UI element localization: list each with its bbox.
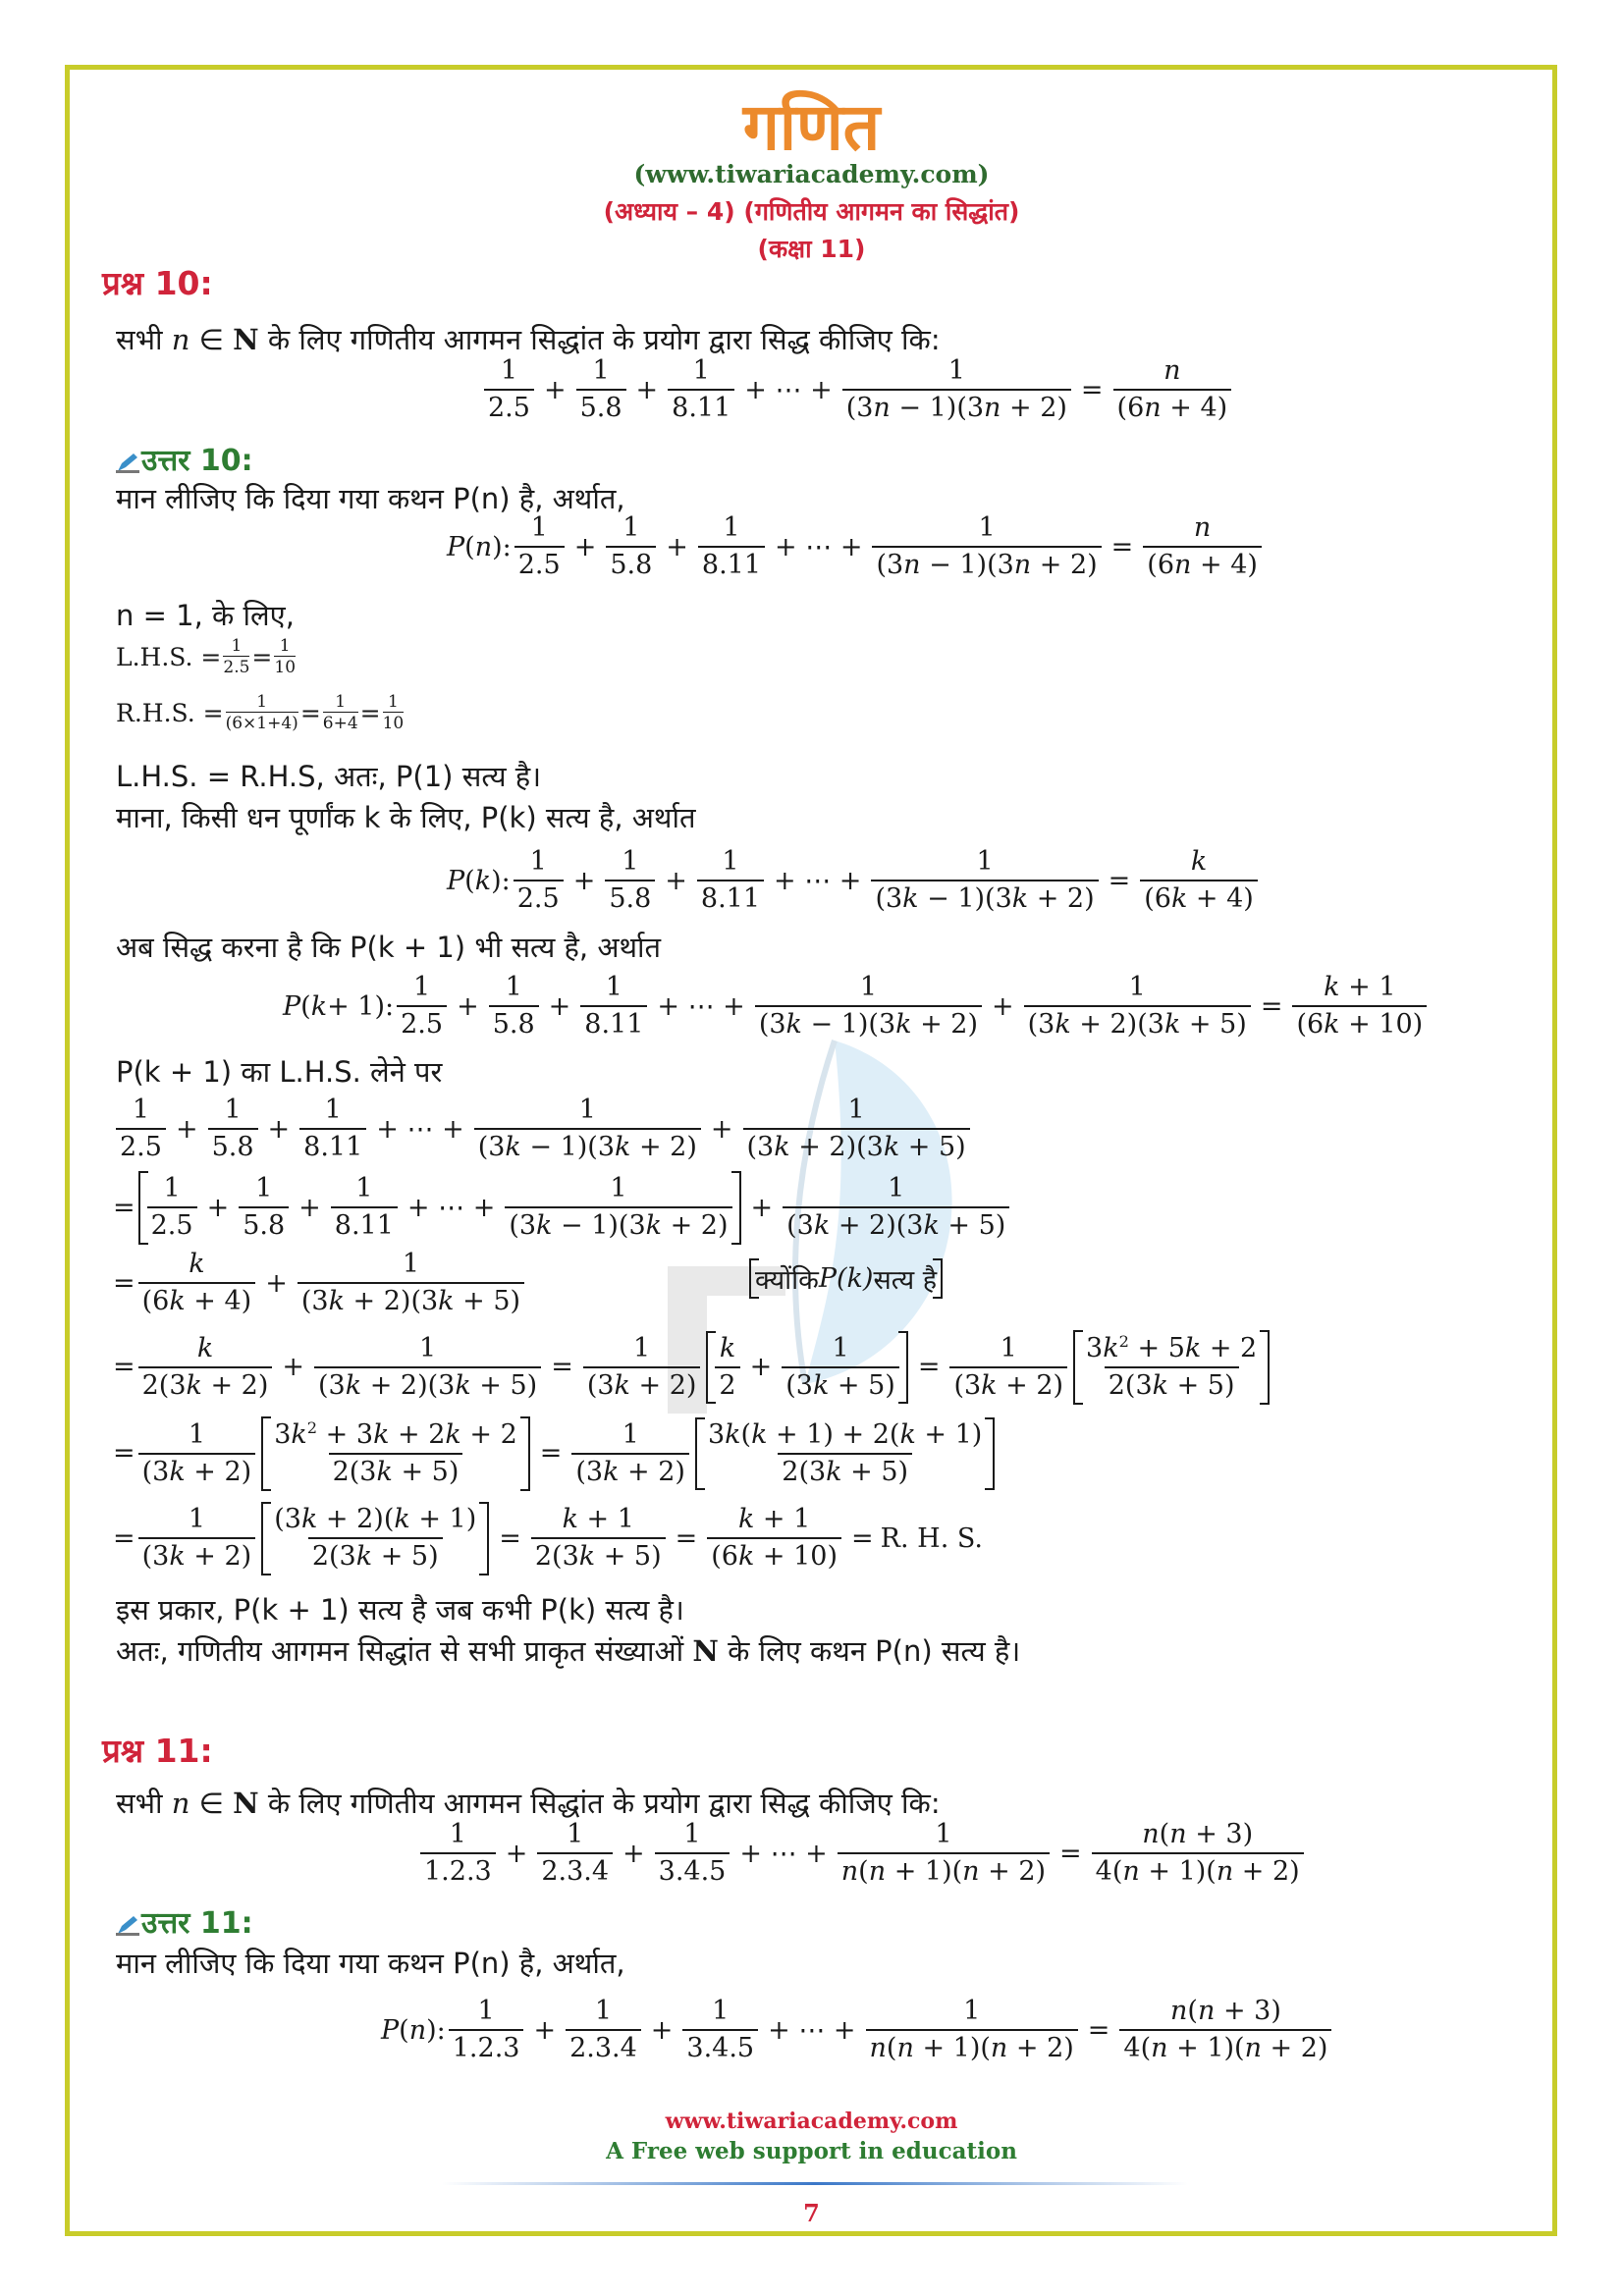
footer-website: www.tiwariacademy.com [665, 2109, 958, 2134]
step-3: = $\frac{k}{(6k + 4)}$ + $\frac{1}{(3k + 2)(3k + 5)}$ [113, 1249, 527, 1318]
question-10-heading: प्रश्न 10: [102, 264, 213, 302]
step-2: = $\frac{1}{2.5}$ + $\frac{1}{5.8}$ + $\frac{1}{8.11}$ + ⋯ + $\frac{1}{(3k - 1)(3k + 2)}$ + $\frac{1}{(3k + 2)(3k + 5)}$ [113, 1171, 1012, 1245]
lhs-equals-rhs: L.H.S. = R.H.S, अतः, P(1) सत्य है। [116, 760, 542, 793]
question-11-statement: सभी n ∈ N के लिए गणितीय आगमन सिद्धांत के प्रयोग द्वारा सिद्ध कीजिए कि: [116, 1787, 941, 1820]
take-lhs-line: P(k + 1) का L.H.S. लेने पर [116, 1055, 443, 1089]
answer-11-line1: मान लीजिए कि दिया गया कथन P(n) है, अर्थात, [116, 1947, 625, 1980]
step-6: = $\frac{1}{(3k + 2)}$ $\frac{(3k + 2)(k + 1)}{2(3k + 5)}$ = $\frac{k + 1}{2(3k + 5)}$ = $\frac{k + 1}{(6k + 10)}$ = R. H. S. [113, 1502, 983, 1575]
pk1-equation: P ( k + 1): $\frac{1}{2.5}$ + $\frac{1}{5.8}$ + $\frac{1}{8.11}$ + ⋯ + $\frac{1}{(3k - 1)(3k + 2)}$ + $\frac{1}{(3k + 2)(3k + 5)}$ = $\frac{k + 1}{(6k + 10)}$ [283, 972, 1430, 1041]
step-5: = $\frac{1}{(3k + 2)}$ $\frac{3k^2 + 3k + 2k + 2}{2(3k + 5)}$ = $\frac{1}{(3k + 2)}$ $\frac{3k(k + 1) + 2(k + 1)}{2(3k + 5)}$ [113, 1416, 998, 1491]
pk-equation: P ( k ): $\frac{1}{2.5}$ + $\frac{1}{5.8}$ + $\frac{1}{8.11}$ + ⋯ + $\frac{1}{(3k - 1)(3k + 2)}$ = $\frac{k}{(6k + 4)}$ [447, 846, 1261, 916]
answer-10-line1: मान लीजिए कि दिया गया कथन P(n) है, अर्थात, [116, 482, 625, 515]
header-website: (www.tiwariacademy.com) [633, 160, 990, 188]
question-10-statement: सभी n ∈ N के लिए गणितीय आगमन सिद्धांत के प्रयोग द्वारा सिद्ध कीजिए कि: [116, 323, 941, 356]
conclusion-line: अतः, गणितीय आगमन सिद्धांत से सभी प्राकृत संख्याओं N के लिए कथन P(n) सत्य है। [116, 1634, 1021, 1668]
rhs-line: R.H.S. = $\frac{1}{(6\times 1+4)}$ = 1 6+4 = 1 10 [116, 692, 405, 733]
question-11-equation: $\frac{1}{1.2.3}$ + $\frac{1}{2.3.4}$ + $\frac{1}{3.4.5}$ + ⋯ + $\frac{1}{n(n + 1)(n + 2)}$ = $\frac{n(n + 3)}{4(n + 1)(n + 2)}$ [417, 1819, 1307, 1889]
answer-11-heading: उत्तर 11: [116, 1901, 253, 1942]
page-title: गणित [742, 89, 881, 165]
lhs-line: L.H.S. = $\frac{1}{2.5}$ = 1 10 [116, 636, 297, 677]
pen-icon [116, 452, 139, 473]
footer-tagline: A Free web support in education [606, 2138, 1017, 2164]
pen-icon [116, 1914, 139, 1936]
answer-11-pn: P ( n ): $\frac{1}{1.2.3}$ + $\frac{1}{2.3.4}$ + $\frac{1}{3.4.5}$ + ⋯ + $\frac{1}{n(n + 1)(n + 2)}$ = $\frac{n(n + 3)}{4(n + 1)(n + 2)}$ [381, 1996, 1334, 2065]
chapter-label: (अध्याय – 4) (गणितीय आगमन का सिद्धांत) [603, 197, 1020, 226]
step-1: $\frac{1}{2.5}$ + $\frac{1}{5.8}$ + $\frac{1}{8.11}$ + ⋯ + $\frac{1}{(3k - 1)(3k + 2)}$ + $\frac{1}{(3k + 2)(3k + 5)}$ [113, 1095, 973, 1164]
question-11-heading: प्रश्न 11: [102, 1732, 213, 1770]
page-number: 7 [803, 2199, 820, 2227]
class-label: (कक्षा 11) [757, 235, 866, 263]
question-10-equation: $\frac{1}{2.5}$ + $\frac{1}{5.8}$ + $\frac{1}{8.11}$ + ⋯ + $\frac{1}{(3n - 1)(3n + 2)}$ = $\frac{n}{(6n + 4)}$ [481, 355, 1234, 425]
step-4: = $\frac{k}{2(3k + 2)}$ + $\frac{1}{(3k + 2)(3k + 5)}$ = $\frac{1}{(3k + 2)}$ $\frac{k}{2}$ + $\frac{1}{(3k + 5)}$ = $\frac{1}{(3k + 2)}$ $\frac{3k^2 + 5k + 2}{2(3k + 5)}$ [113, 1330, 1272, 1405]
to-prove-line: अब सिद्ध करना है कि P(k + 1) भी सत्य है, अर्थात [116, 931, 662, 964]
answer-10-pn: P ( n ): $\frac{1}{2.5}$ + $\frac{1}{5.8}$ + $\frac{1}{8.11}$ + ⋯ + $\frac{1}{(3n - 1)(3n + 2)}$ = $\frac{n}{(6n + 4)}$ [447, 512, 1265, 582]
answer-10-heading: उत्तर 10: [116, 439, 253, 479]
because-note: क्योंकि P(k) सत्य है [746, 1258, 946, 1299]
assume-pk: माना, किसी धन पूर्णांक k के लिए, P(k) सत्य है, अर्थात [116, 801, 696, 834]
n-equals-1-label: n = 1, के लिए, [116, 599, 295, 632]
footer-divider [442, 2182, 1188, 2185]
thus-line: इस प्रकार, P(k + 1) सत्य है जब कभी P(k) सत्य है। [116, 1593, 684, 1627]
